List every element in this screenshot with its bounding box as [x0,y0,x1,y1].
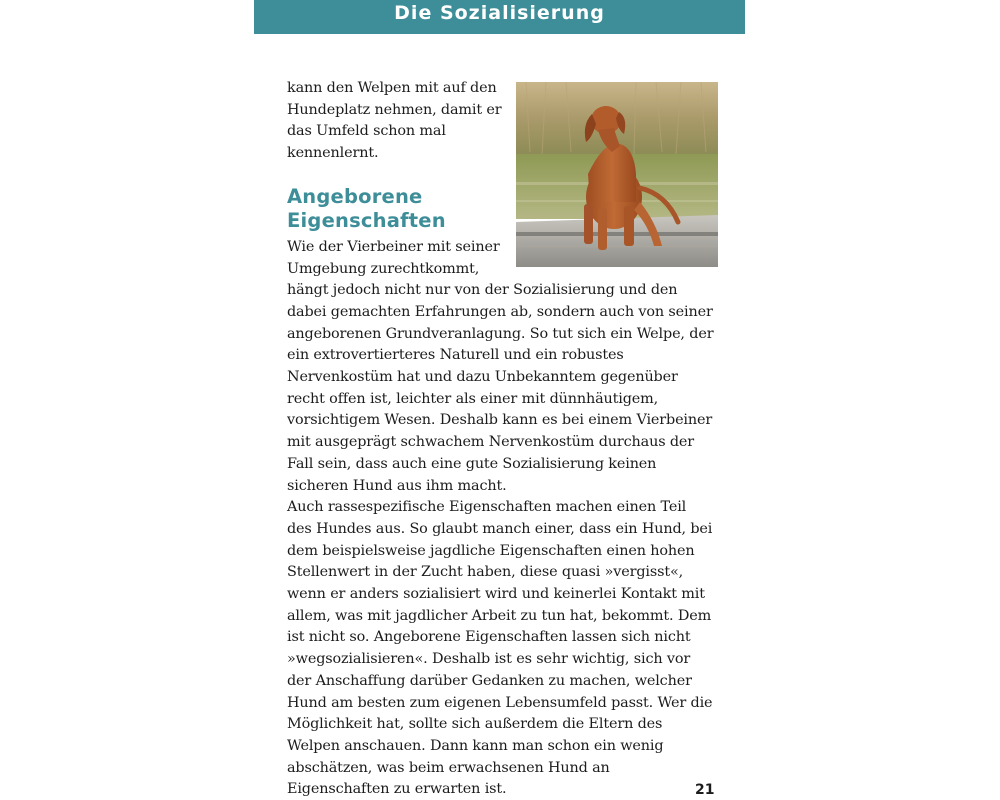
intro-paragraph: kann den Welpen mit auf den Hundeplatz nehmen, damit er das Umfeld schon mal kennenlernt. [287,80,502,162]
page-number: 21 [695,782,715,798]
puppy-photo [516,82,718,267]
body-paragraph-2: Auch rassespezifische Eigenschaften machen einen Teil des Hundes aus. So glaubt manch einer, dass ein Hund, bei dem beispielsweise jagdliche Eigenschaften einen hohen Stellenwert in der Zucht haben, diese quasi »vergisst«, wenn er anders sozialisiert wird und keinerlei Kontakt mit allem, was mit jagdlicher Arbeit zu tun hat, bekommt. Dem ist nicht so. Angeborene Eigenschaften lassen sich nicht »wegsozialisieren«. Deshalb ist es sehr wichtig, sich vor der Anschaffung darüber Gedanken zu machen, welcher Hund am besten zum eigenen Lebensumfeld passt. Wer die Möglichkeit hat, sollte sich außerdem die Eltern des Welpen anschauen. Dann kann man schon ein wenig abschätzen, was beim erwachsenen Hund an Eigenschaften zu erwarten ist. [287,499,713,798]
chapter-header: Die Sozialisierung [254,0,745,34]
puppy-on-dock-image [516,82,718,267]
text-column [287,78,715,800]
body-paragraph-1: Wie der Vierbeiner mit seiner Umgebung zurechtkommt, hängt jedoch nicht nur von der Sozialisierung und den dabei gemachten Erfahrungen ab, sondern auch von seiner angeborenen Grundveranlagung. So tut sich ein Welpe, der ein extrovertierteres Naturell und ein robustes Nervenkostüm hat und dazu Unbekanntem gegenüber recht offen ist, leichter als einer mit dünnhäutigem, vorsichtigem Wesen. Deshalb kann es bei einem Vierbeiner mit ausgeprägt schwachem Nervenkostüm durchaus der Fall sein, dass auch eine gute Sozialisierung keinen sicheren Hund aus ihm macht. [287,238,714,494]
section-heading: Angeborene Eigenschaften [287,184,446,232]
